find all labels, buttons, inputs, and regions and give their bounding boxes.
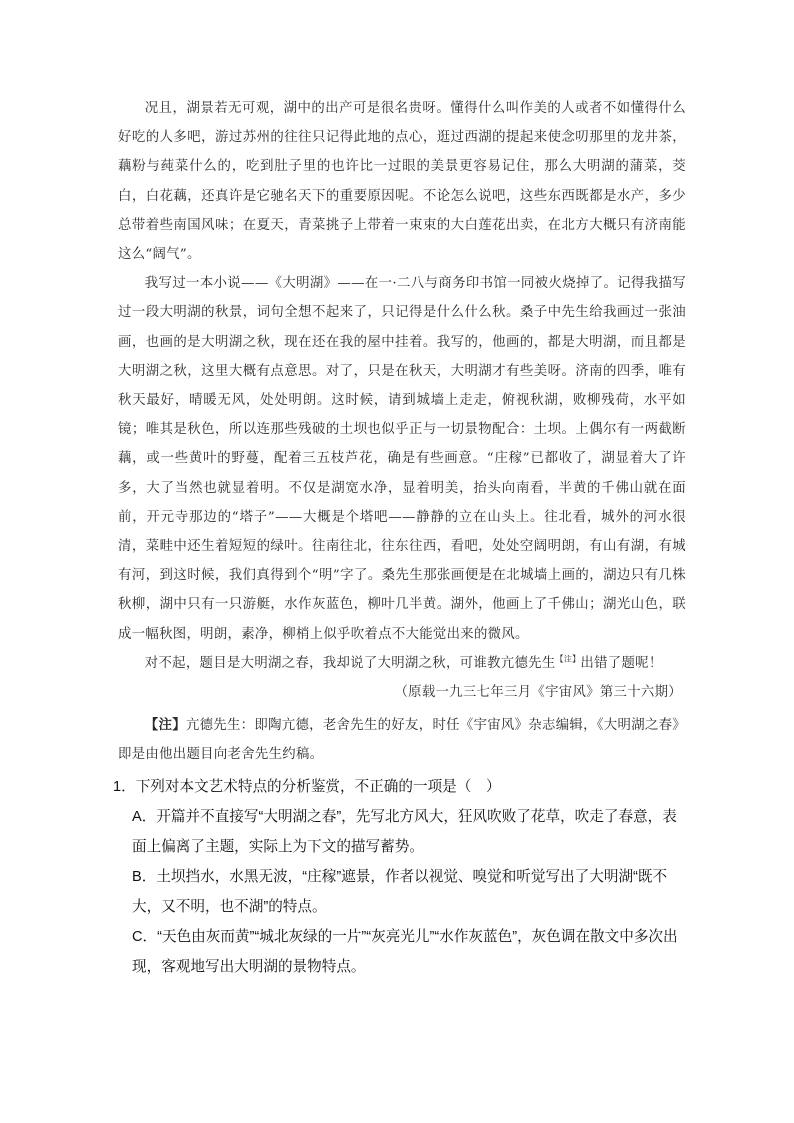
source-citation: （原载一九三七年三月《宇宙风》第三十六期） <box>394 685 682 701</box>
option-c[interactable]: C．“天色由灰而黄”“城北灰绿的一片”“灰亮光儿”“水作灰蓝色”，灰色调在散文中多次出现，客观地写出大明湖的景物特点。 <box>132 928 678 975</box>
passage-closing <box>118 649 686 678</box>
passage-paragraph-1: 况且，湖景若无可观，湖中的出产可是很名贵呀。懂得什么叫作美的人或者不如懂得什么好吃的人多吧，游过苏州的往往只记得此地的点心，逛过西湖的提起来使念叨那里的龙井茶，藕粉与莼菜什么的，吃到肚子里的也许比一过眼的美景更容易记住，那么大明湖的蒲菜，茭白，白花藕，还真许是它驰名天下的重要原因呢。不论怎么说吧，这些东西既都是水产，多少总带着些南国风味；在夏天，青菜挑子上带着一束束的大白莲花出卖，在北方大概只有济南能这么“阔气”。 <box>118 101 686 263</box>
closing-text-after: 出错了题呢！ <box>580 655 663 671</box>
footnote-mark: 【注】 <box>555 654 581 664</box>
footnote <box>118 711 686 769</box>
document-content <box>113 94 686 982</box>
closing-text-before: 对不起，题目是大明湖之春，我却说了大明湖之秋，可谁教亢德先生 <box>144 655 556 671</box>
question-stem: 1．下列对本文艺术特点的分析鉴赏，不正确的一项是（ ） <box>113 778 501 795</box>
option-a[interactable]: A．开篇并不直接写“大明湖之春”，先写北方风大，狂风吹败了花草，吹走了春意，表面上偏离了主题，实际上为下文的描写蓄势。 <box>132 808 677 855</box>
option-b[interactable]: B．土坝挡水，水黑无波，“庄稼”遮景，作者以视觉、嗅觉和听觉写出了大明湖“既不大，又不明，也不湖”的特点。 <box>132 868 668 915</box>
footnote-text: 亢德先生：即陶亢德，老舍先生的好友，时任《宇宙风》杂志编辑，《大明湖之春》即是由他出题目向老舍先生约稿。 <box>118 718 686 763</box>
passage-paragraph-2: 我写过一本小说——《大明湖》——在一·二八与商务印书馆一同被火烧掉了。记得我描写过一段大明湖的秋景，词句全想不起来了，只记得是什么什么秋。桑子中先生给我画过一张油画，也画的是大明湖之秋，现在还在我的屋中挂着。我写的，他画的，都是大明湖，而且都是大明湖之秋，这里大概有点意思。对了，只是在秋天，大明湖才有些美呀。济南的四季，唯有秋天最好，晴暖无风，处处明朗。这时候，请到城墙上走走，俯视秋湖，败柳残荷，水平如镜；唯其是秋色，所以连那些残破的土坝也似乎正与一切景物配合：土坝。上偶尔有一两截断藕，或一些黄叶的野蔓，配着三五枝芦花，确是有些画意。“庄稼”已都收了，湖显着大了许多，大了当然也就显着明。不仅是湖宽水净，显着明美，抬头向南看，半黄的千佛山就在面前，开元寺那边的“塔子”——大概是个塔吧——静静的立在山头上。往北看，城外的河水很清，菜畦中还生着短短的绿叶。往南往北，往东往西，看吧，处处空阔明朗，有山有湖，有城有河，到这时候，我们真得到个“明”字了。桑先生那张画便是在北城墙上画的，湖边只有几株秋柳，湖中只有一只游艇，水作灰蓝色，柳叶几半黄。湖外，他画上了千佛山；湖光山色，联成一幅秋图，明朗，素净，柳梢上似乎吹着点不大能觉出来的微风。 <box>118 276 686 642</box>
footnote-tag: 【注】 <box>144 717 186 734</box>
